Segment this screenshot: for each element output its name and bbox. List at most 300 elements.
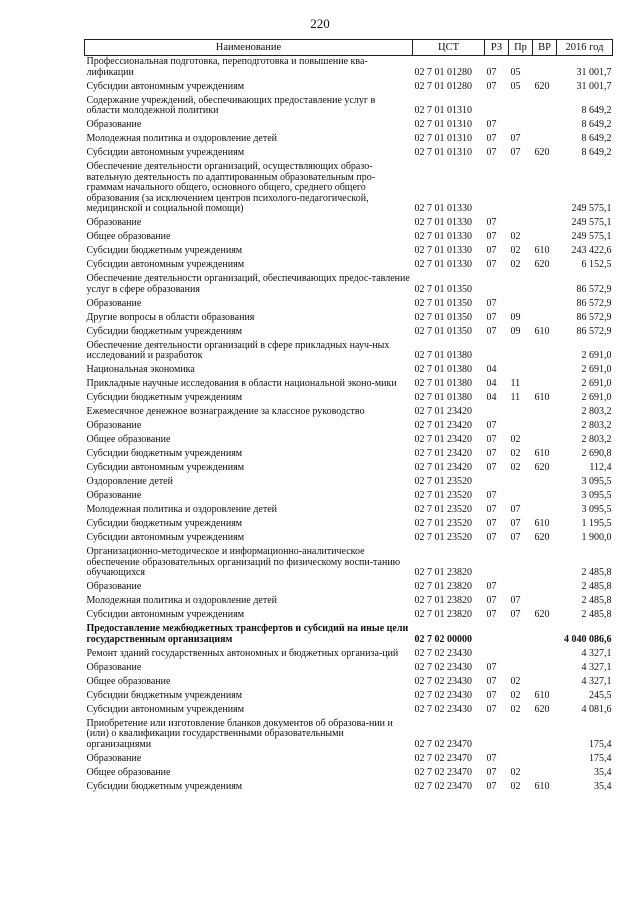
row-cst: 02 7 01 01380 (414, 364, 472, 375)
row-pr: 02 (510, 259, 521, 270)
row-rz (485, 161, 509, 217)
row-vr (533, 364, 557, 378)
row-vr (533, 581, 557, 595)
row-sum: 1 195,5 (581, 518, 612, 529)
row-pr: 02 (510, 434, 521, 445)
row-vr (533, 648, 557, 662)
row-sum: 31 001,7 (576, 66, 612, 78)
row-name: Ремонт зданий государственных автономных и бюджетных организа-ций (86, 647, 399, 659)
row-vr: 620 (534, 147, 550, 158)
table-row (85, 490, 613, 504)
row-pr (509, 662, 533, 676)
row-pr: 07 (510, 609, 521, 620)
row-cst: 02 7 01 23520 (414, 532, 472, 543)
table-row (85, 704, 613, 718)
row-rz: 04 (486, 392, 497, 403)
row-cst: 02 7 02 23430 (414, 675, 472, 687)
row-vr: 620 (534, 462, 550, 473)
row-vr (533, 662, 557, 676)
row-rz: 07 (486, 133, 497, 144)
row-cst: 02 7 02 00000 (414, 633, 472, 645)
row-rz: 07 (486, 217, 497, 228)
table-row (85, 312, 613, 326)
row-rz: 07 (486, 504, 497, 515)
table-row (85, 147, 613, 161)
budget-table-container (84, 39, 612, 795)
row-sum: 249 575,1 (571, 217, 612, 228)
table-row (85, 662, 613, 676)
row-cst: 02 7 01 01380 (414, 392, 472, 403)
row-rz: 07 (486, 462, 497, 473)
budget-table (84, 39, 613, 795)
row-rz (485, 406, 509, 420)
row-name: Субсидии автономным учреждениям (86, 532, 245, 543)
row-cst: 02 7 01 01310 (414, 133, 472, 144)
row-cst: 02 7 01 01310 (414, 105, 472, 116)
row-pr (509, 406, 533, 420)
row-pr: 02 (510, 766, 521, 778)
row-pr (509, 161, 533, 217)
row-name: Общее образование (86, 766, 171, 778)
row-pr: 05 (510, 80, 521, 92)
header-year: 2016 год (557, 40, 613, 56)
row-rz: 07 (486, 80, 497, 92)
row-pr: 07 (510, 147, 521, 158)
row-rz: 07 (486, 595, 497, 606)
row-pr: 07 (510, 133, 521, 144)
row-sum: 31 001,7 (576, 80, 612, 92)
row-name: Субсидии бюджетным учреждениям (86, 780, 243, 792)
row-pr (509, 648, 533, 662)
row-pr (509, 273, 533, 298)
row-cst: 02 7 01 01310 (414, 119, 472, 130)
row-name: Обеспечение деятельности организаций в сфере прикладных науч-ных исследований и разработок (86, 339, 390, 361)
row-name: Общее образование (86, 675, 171, 687)
row-vr: 620 (534, 259, 550, 270)
row-vr (533, 119, 557, 133)
row-rz: 07 (486, 66, 497, 78)
row-sum: 2 803,2 (581, 406, 612, 417)
row-rz: 07 (486, 490, 497, 501)
row-cst: 02 7 01 01380 (414, 350, 472, 361)
row-name: Другие вопросы в области образования (86, 311, 255, 323)
table-row (85, 462, 613, 476)
table-row (85, 532, 613, 546)
table-row (85, 504, 613, 518)
row-pr (509, 119, 533, 133)
row-cst: 02 7 01 01280 (414, 80, 472, 92)
row-name: Образование (86, 661, 142, 673)
row-pr: 02 (510, 780, 521, 792)
row-cst: 02 7 01 01380 (414, 378, 472, 389)
row-sum: 2 691,0 (581, 350, 612, 361)
row-rz: 07 (486, 231, 497, 242)
table-row (85, 133, 613, 147)
table-body (85, 56, 613, 795)
row-cst: 02 7 01 23820 (414, 581, 472, 592)
row-vr: 620 (534, 80, 550, 92)
row-name: Образование (86, 581, 142, 592)
row-name: Образование (86, 119, 142, 130)
row-name: Субсидии бюджетным учреждениям (86, 518, 243, 529)
row-name: Субсидии автономным учреждениям (86, 462, 245, 473)
row-sum: 8 649,2 (581, 119, 612, 130)
table-row (85, 161, 613, 217)
row-cst: 02 7 01 23420 (414, 448, 472, 459)
row-sum: 4 327,1 (581, 661, 612, 673)
row-sum: 6 152,5 (581, 259, 612, 270)
row-cst: 02 7 01 01280 (414, 66, 472, 78)
row-pr (509, 490, 533, 504)
row-pr: 09 (510, 325, 521, 337)
row-rz: 07 (486, 259, 497, 270)
table-row (85, 781, 613, 795)
row-name: Субсидии автономным учреждениям (86, 259, 245, 270)
row-cst: 02 7 02 23430 (414, 703, 472, 715)
row-sum: 3 095,5 (581, 476, 612, 487)
row-vr: 610 (534, 325, 550, 337)
row-rz (485, 546, 509, 581)
table-row (85, 434, 613, 448)
row-vr (533, 406, 557, 420)
row-cst: 02 7 01 01350 (414, 283, 472, 295)
row-sum: 4 327,1 (581, 675, 612, 687)
table-row (85, 546, 613, 581)
row-rz: 04 (486, 364, 497, 375)
row-vr (533, 231, 557, 245)
row-pr (509, 476, 533, 490)
row-cst: 02 7 02 23470 (414, 780, 472, 792)
row-name: Ежемесячное денежное вознаграждение за классное руководство (86, 406, 365, 417)
table-row (85, 623, 613, 648)
row-vr (533, 420, 557, 434)
row-rz: 07 (486, 245, 497, 256)
row-cst: 02 7 02 23430 (414, 647, 472, 659)
row-rz: 07 (486, 147, 497, 158)
row-cst: 02 7 01 23820 (414, 595, 472, 606)
row-rz: 07 (486, 661, 497, 673)
table-row (85, 245, 613, 259)
table-row (85, 648, 613, 662)
row-cst: 02 7 02 23470 (414, 766, 472, 778)
table-row (85, 259, 613, 273)
row-rz (485, 718, 509, 753)
row-vr (533, 623, 557, 648)
row-rz (485, 648, 509, 662)
row-sum: 2 485,8 (581, 609, 612, 620)
table-header-row (85, 40, 613, 56)
row-sum: 2 485,8 (581, 581, 612, 592)
row-pr: 07 (510, 518, 521, 529)
row-pr (509, 420, 533, 434)
row-cst: 02 7 01 01350 (414, 297, 472, 309)
row-vr: 610 (534, 245, 550, 256)
row-sum: 175,4 (589, 752, 612, 764)
table-row (85, 581, 613, 595)
row-vr (533, 217, 557, 231)
row-name: Субсидии автономным учреждениям (86, 147, 245, 158)
row-pr (509, 364, 533, 378)
row-rz: 07 (486, 689, 497, 701)
row-sum: 1 900,0 (581, 532, 612, 543)
row-cst: 02 7 01 23520 (414, 504, 472, 515)
row-pr: 02 (510, 689, 521, 701)
row-vr: 610 (534, 392, 550, 403)
row-rz: 07 (486, 420, 497, 431)
row-name: Субсидии автономным учреждениям (86, 80, 245, 92)
table-row (85, 420, 613, 434)
row-sum: 2 803,2 (581, 434, 612, 445)
row-cst: 02 7 01 01330 (414, 245, 472, 256)
row-pr (509, 95, 533, 120)
row-vr: 620 (534, 703, 550, 715)
row-cst: 02 7 01 23820 (414, 609, 472, 620)
table-row (85, 81, 613, 95)
table-row (85, 95, 613, 120)
row-vr (533, 434, 557, 448)
row-sum: 86 572,9 (576, 311, 612, 323)
row-vr (533, 676, 557, 690)
row-name: Субсидии бюджетным учреждениям (86, 689, 243, 701)
row-vr: 620 (534, 532, 550, 543)
row-rz: 07 (486, 675, 497, 687)
row-name: Содержание учреждений, обеспечивающих предоставление услуг в области молодежной политики (86, 94, 376, 116)
row-name: Субсидии бюджетным учреждениям (86, 245, 243, 256)
row-name: Образование (86, 420, 142, 431)
row-rz: 07 (486, 518, 497, 529)
row-vr (533, 767, 557, 781)
row-rz: 07 (486, 119, 497, 130)
row-rz (485, 476, 509, 490)
table-row (85, 364, 613, 378)
row-sum: 112,4 (589, 462, 612, 473)
row-sum: 2 690,8 (581, 448, 612, 459)
row-cst: 02 7 01 01330 (414, 203, 472, 214)
header-cst: ЦСТ (413, 40, 485, 56)
row-sum: 3 095,5 (581, 504, 612, 515)
row-vr (533, 476, 557, 490)
row-rz (485, 273, 509, 298)
row-sum: 175,4 (589, 738, 612, 750)
row-pr (509, 340, 533, 365)
row-name: Организационно-методическое и информационно-аналитическое обеспечение образовательных организаций по физическому воспи-танию обучающихся (86, 546, 401, 578)
row-cst: 02 7 01 01330 (414, 259, 472, 270)
row-rz: 07 (486, 532, 497, 543)
row-vr: 620 (534, 609, 550, 620)
row-vr: 610 (534, 518, 550, 529)
row-pr (509, 298, 533, 312)
header-pr: Пр (509, 40, 533, 56)
row-name: Образование (86, 297, 142, 309)
row-pr (509, 753, 533, 767)
row-sum: 2 691,0 (581, 364, 612, 375)
row-rz: 04 (486, 378, 497, 389)
header-rz: РЗ (485, 40, 509, 56)
row-cst: 02 7 01 01330 (414, 217, 472, 228)
table-row (85, 753, 613, 767)
row-pr: 07 (510, 532, 521, 543)
row-cst: 02 7 01 01330 (414, 231, 472, 242)
table-row (85, 676, 613, 690)
row-cst: 02 7 02 23470 (414, 752, 472, 764)
row-pr (509, 217, 533, 231)
row-sum: 2 485,8 (581, 567, 612, 578)
row-name: Молодежная политика и оздоровление детей (86, 504, 278, 515)
row-sum: 249 575,1 (571, 231, 612, 242)
row-name: Образование (86, 490, 142, 501)
row-sum: 8 649,2 (581, 147, 612, 158)
row-vr (533, 546, 557, 581)
row-sum: 4 081,6 (581, 703, 612, 715)
row-name: Молодежная политика и оздоровление детей (86, 595, 278, 606)
row-rz: 07 (486, 703, 497, 715)
table-row (85, 448, 613, 462)
row-sum: 2 803,2 (581, 420, 612, 431)
row-sum: 4 327,1 (581, 647, 612, 659)
row-vr (533, 56, 557, 81)
table-row (85, 767, 613, 781)
row-pr (509, 623, 533, 648)
table-row (85, 298, 613, 312)
header-vr: ВР (533, 40, 557, 56)
table-row (85, 690, 613, 704)
row-cst: 02 7 01 01350 (414, 311, 472, 323)
row-cst: 02 7 01 23420 (414, 420, 472, 431)
row-cst: 02 7 01 23420 (414, 434, 472, 445)
row-rz: 07 (486, 297, 497, 309)
row-vr (533, 133, 557, 147)
row-sum: 8 649,2 (581, 133, 612, 144)
row-name: Общее образование (86, 231, 171, 242)
page-number: 220 (310, 16, 330, 31)
row-cst: 02 7 01 23420 (414, 406, 472, 417)
row-vr (533, 595, 557, 609)
row-name: Молодежная политика и оздоровление детей (86, 133, 278, 144)
table-row (85, 518, 613, 532)
row-sum: 4 040 086,6 (564, 633, 612, 645)
row-vr (533, 298, 557, 312)
row-pr: 11 (510, 378, 521, 389)
row-vr (533, 161, 557, 217)
row-rz: 07 (486, 780, 497, 792)
row-rz (485, 95, 509, 120)
row-sum: 3 095,5 (581, 490, 612, 501)
row-rz: 07 (486, 609, 497, 620)
row-pr: 11 (510, 392, 521, 403)
table-row (85, 392, 613, 406)
row-rz (485, 340, 509, 365)
row-name: Обеспечение деятельности организаций, осуществляющих образо-вательную деятельность по адаптированным образовательным про-граммам начального общего, основного общего, среднего общего образования (за исключением центров психолого-педагогической, медицинской и социальной помощи) (86, 161, 376, 214)
row-sum: 2 485,8 (581, 595, 612, 606)
row-name: Предоставление межбюджетных трансфертов и субсидий на иные цели государственным организациям (86, 623, 409, 645)
table-row (85, 119, 613, 133)
row-sum: 86 572,9 (576, 297, 612, 309)
row-pr: 02 (510, 462, 521, 473)
table-row (85, 340, 613, 365)
row-vr (533, 504, 557, 518)
row-name: Приобретение или изготовление бланков документов об образова-нии и (или) о квалификации государственными образовательными организациями (86, 717, 393, 750)
row-name: Национальная экономика (86, 364, 195, 375)
table-row (85, 217, 613, 231)
row-cst: 02 7 01 23820 (414, 567, 472, 578)
table-row (85, 595, 613, 609)
row-vr (533, 753, 557, 767)
row-rz: 07 (486, 581, 497, 592)
row-rz: 07 (486, 448, 497, 459)
table-row (85, 378, 613, 392)
row-sum: 86 572,9 (576, 283, 612, 295)
row-name: Оздоровление детей (86, 476, 173, 487)
row-rz: 07 (486, 752, 497, 764)
row-vr (533, 312, 557, 326)
row-pr (509, 546, 533, 581)
row-cst: 02 7 01 01350 (414, 325, 472, 337)
row-pr: 07 (510, 504, 521, 515)
row-cst: 02 7 02 23470 (414, 738, 472, 750)
row-pr: 02 (510, 675, 521, 687)
row-pr: 05 (510, 66, 521, 78)
row-vr: 610 (534, 689, 550, 701)
row-name: Профессиональная подготовка, переподготовка и повышение ква-лификации (86, 56, 368, 78)
row-cst: 02 7 02 23430 (414, 661, 472, 673)
row-name: Субсидии автономным учреждениям (86, 703, 245, 715)
table-row (85, 476, 613, 490)
row-pr: 02 (510, 448, 521, 459)
row-pr: 02 (510, 703, 521, 715)
row-vr (533, 378, 557, 392)
row-name: Общее образование (86, 434, 171, 445)
row-sum: 2 691,0 (581, 378, 612, 389)
row-vr: 610 (534, 448, 550, 459)
row-sum: 243 422,6 (571, 245, 612, 256)
header-name: Наименование (85, 40, 413, 56)
row-cst: 02 7 01 23520 (414, 518, 472, 529)
table-row (85, 56, 613, 81)
row-sum: 2 691,0 (581, 392, 612, 403)
row-name: Образование (86, 217, 142, 228)
table-row (85, 326, 613, 340)
row-rz: 07 (486, 311, 497, 323)
row-name: Обеспечение деятельности организаций, обеспечивающих предос-тавление услуг в сфере образования (86, 273, 410, 295)
table-row (85, 273, 613, 298)
row-pr: 02 (510, 231, 521, 242)
row-cst: 02 7 01 23420 (414, 462, 472, 473)
row-cst: 02 7 01 23520 (414, 476, 472, 487)
row-sum: 35,4 (594, 780, 612, 792)
row-sum: 86 572,9 (576, 325, 612, 337)
row-sum: 249 575,1 (571, 203, 612, 214)
row-pr: 09 (510, 311, 521, 323)
row-vr (533, 273, 557, 298)
row-vr (533, 340, 557, 365)
row-name: Субсидии автономным учреждениям (86, 609, 245, 620)
row-cst: 02 7 02 23430 (414, 689, 472, 701)
row-rz: 07 (486, 325, 497, 337)
row-name: Субсидии бюджетным учреждениям (86, 325, 243, 337)
row-name: Субсидии бюджетным учреждениям (86, 392, 243, 403)
row-pr (509, 718, 533, 753)
row-rz (485, 623, 509, 648)
table-row (85, 609, 613, 623)
row-cst: 02 7 01 23520 (414, 490, 472, 501)
row-pr: 02 (510, 245, 521, 256)
row-pr: 07 (510, 595, 521, 606)
row-sum: 35,4 (594, 766, 612, 778)
row-vr (533, 490, 557, 504)
row-name: Субсидии бюджетным учреждениям (86, 448, 243, 459)
row-name: Образование (86, 752, 142, 764)
row-rz: 07 (486, 766, 497, 778)
